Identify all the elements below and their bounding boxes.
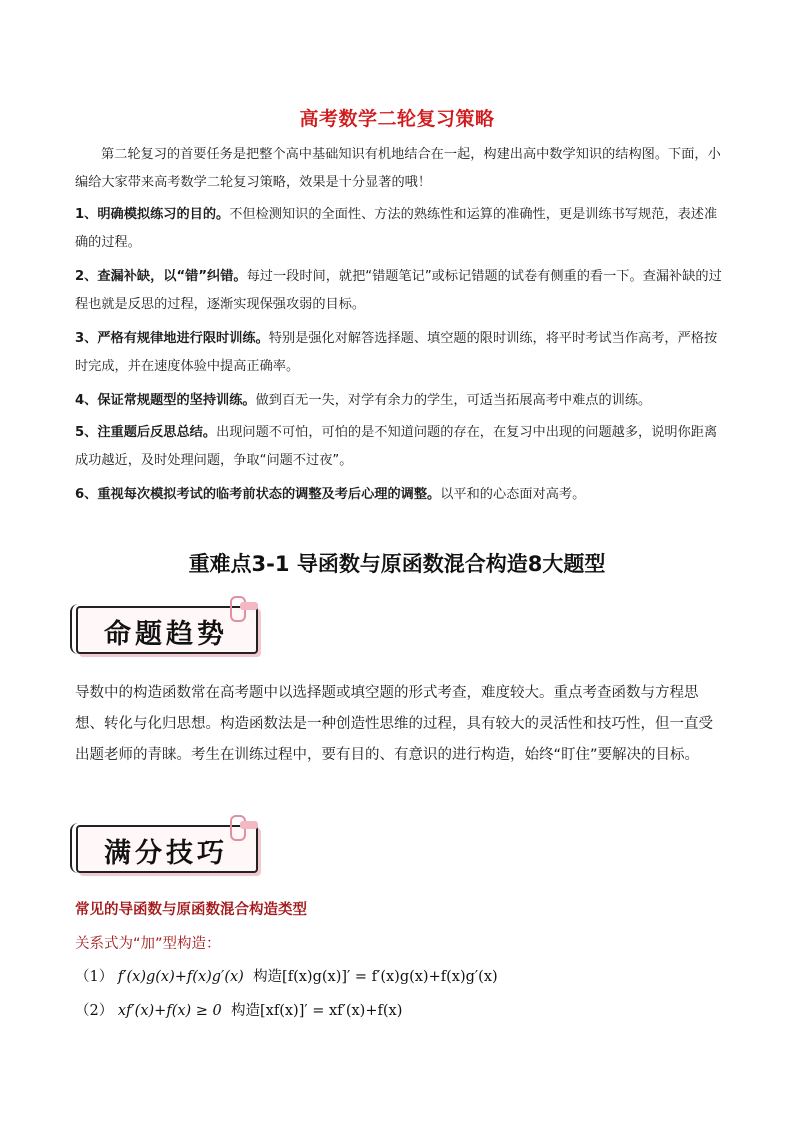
formula-2-label: （2） [75,1003,114,1019]
strategy-3-heading: 3、严格有规律地进行限时训练。 [75,331,269,346]
strategy-4-heading: 4、保证常规题型的坚持训练。 [75,393,256,408]
strategy-5-heading: 5、注重题后反思总结。 [75,425,217,440]
strategy-1-text: 不但检测知识的全面性、方法的熟练性和运算的准确性，更是训练书写规范，表述准确的过程。 [75,207,718,250]
skills-badge [72,815,260,873]
section-title: 重难点3-1 导函数与原函数混合构造8大题型 [188,552,606,576]
strategy-2-text: 每过一段时间，就把“错题笔记”或标记错题的试卷有侧重的看一下。查漏补缺的过程也就是反思的过程，逐渐实现保强攻弱的目标。 [75,269,722,312]
strategy-6-heading: 6、重视每次模拟考试的临考前状态的调整及考后心理的调整。 [75,487,441,502]
formula-1-label: （1） [75,969,114,985]
formula-1 [75,965,498,986]
strategy-item-2 [75,263,725,319]
formula-1-expression: f′(x)g(x)+f(x)g′(x) [117,969,244,985]
clip-tab-icon [240,602,258,610]
add-type-heading: 关系式为“加”型构造： [75,936,221,952]
formula-2-expression: xf′(x)+f(x) ≥ 0 [117,1003,222,1019]
strategy-2-heading: 2、查漏补缺，以“错”纠错。 [75,269,247,284]
strategy-item-3 [75,325,725,381]
formula-2-construct: 构造[xf(x)]′ = xf′(x)+f(x) [231,1003,403,1019]
strategy-1-heading: 1、明确模拟练习的目的。 [75,207,230,222]
strategy-4-text: 做到百无一失，对学有余力的学生，可适当拓展高考中难点的训练。 [255,393,652,408]
strategy-item-5 [75,419,725,475]
clip-tab-icon [240,821,258,829]
strategy-item-1 [75,201,725,257]
strategy-6-text: 以平和的心态面对高考。 [440,487,586,502]
formula-1-construct: 构造[f(x)g(x)]′ = f′(x)g(x)+f(x)g′(x) [253,969,498,985]
construct-types-heading: 常见的导函数与原函数混合构造类型 [75,902,307,918]
trend-paragraph: 导数中的构造函数常在高考题中以选择题或填空题的形式考查，难度较大。重点考查函数与方程思想、转化与化归思想。构造函数法是一种创造性思维的过程，具有较大的灵活性和技巧性，但一直受出题老师的青睐。考生在训练过程中，要有目的、有意识的进行构造，始终“盯住”要解决的目标。 [75,685,713,763]
intro-paragraph: 第二轮复习的首要任务是把整个高中基础知识有机地结合在一起，构建出高中数学知识的结构图。下面，小编给大家带来高考数学二轮复习策略，效果是十分显著的哦！ [75,147,721,190]
trend-badge [72,596,260,654]
strategy-5-text: 出现问题不可怕，可怕的是不知道问题的存在，在复习中出现的问题越多，说明你距离成功越近，及时处理问题，争取“问题不过夜”。 [75,425,718,468]
formula-2 [75,999,402,1020]
main-title: 高考数学二轮复习策略 [299,108,495,130]
strategy-item-4 [75,387,725,415]
strategy-3-text: 特别是强化对解答选择题、填空题的限时训练，将平时考试当作高考，严格按时完成，并在速度体验中提高正确率。 [75,331,718,374]
trend-badge-label: 命题趋势 [104,619,228,650]
skills-badge-label: 满分技巧 [104,838,228,869]
strategy-item-6 [75,481,725,509]
